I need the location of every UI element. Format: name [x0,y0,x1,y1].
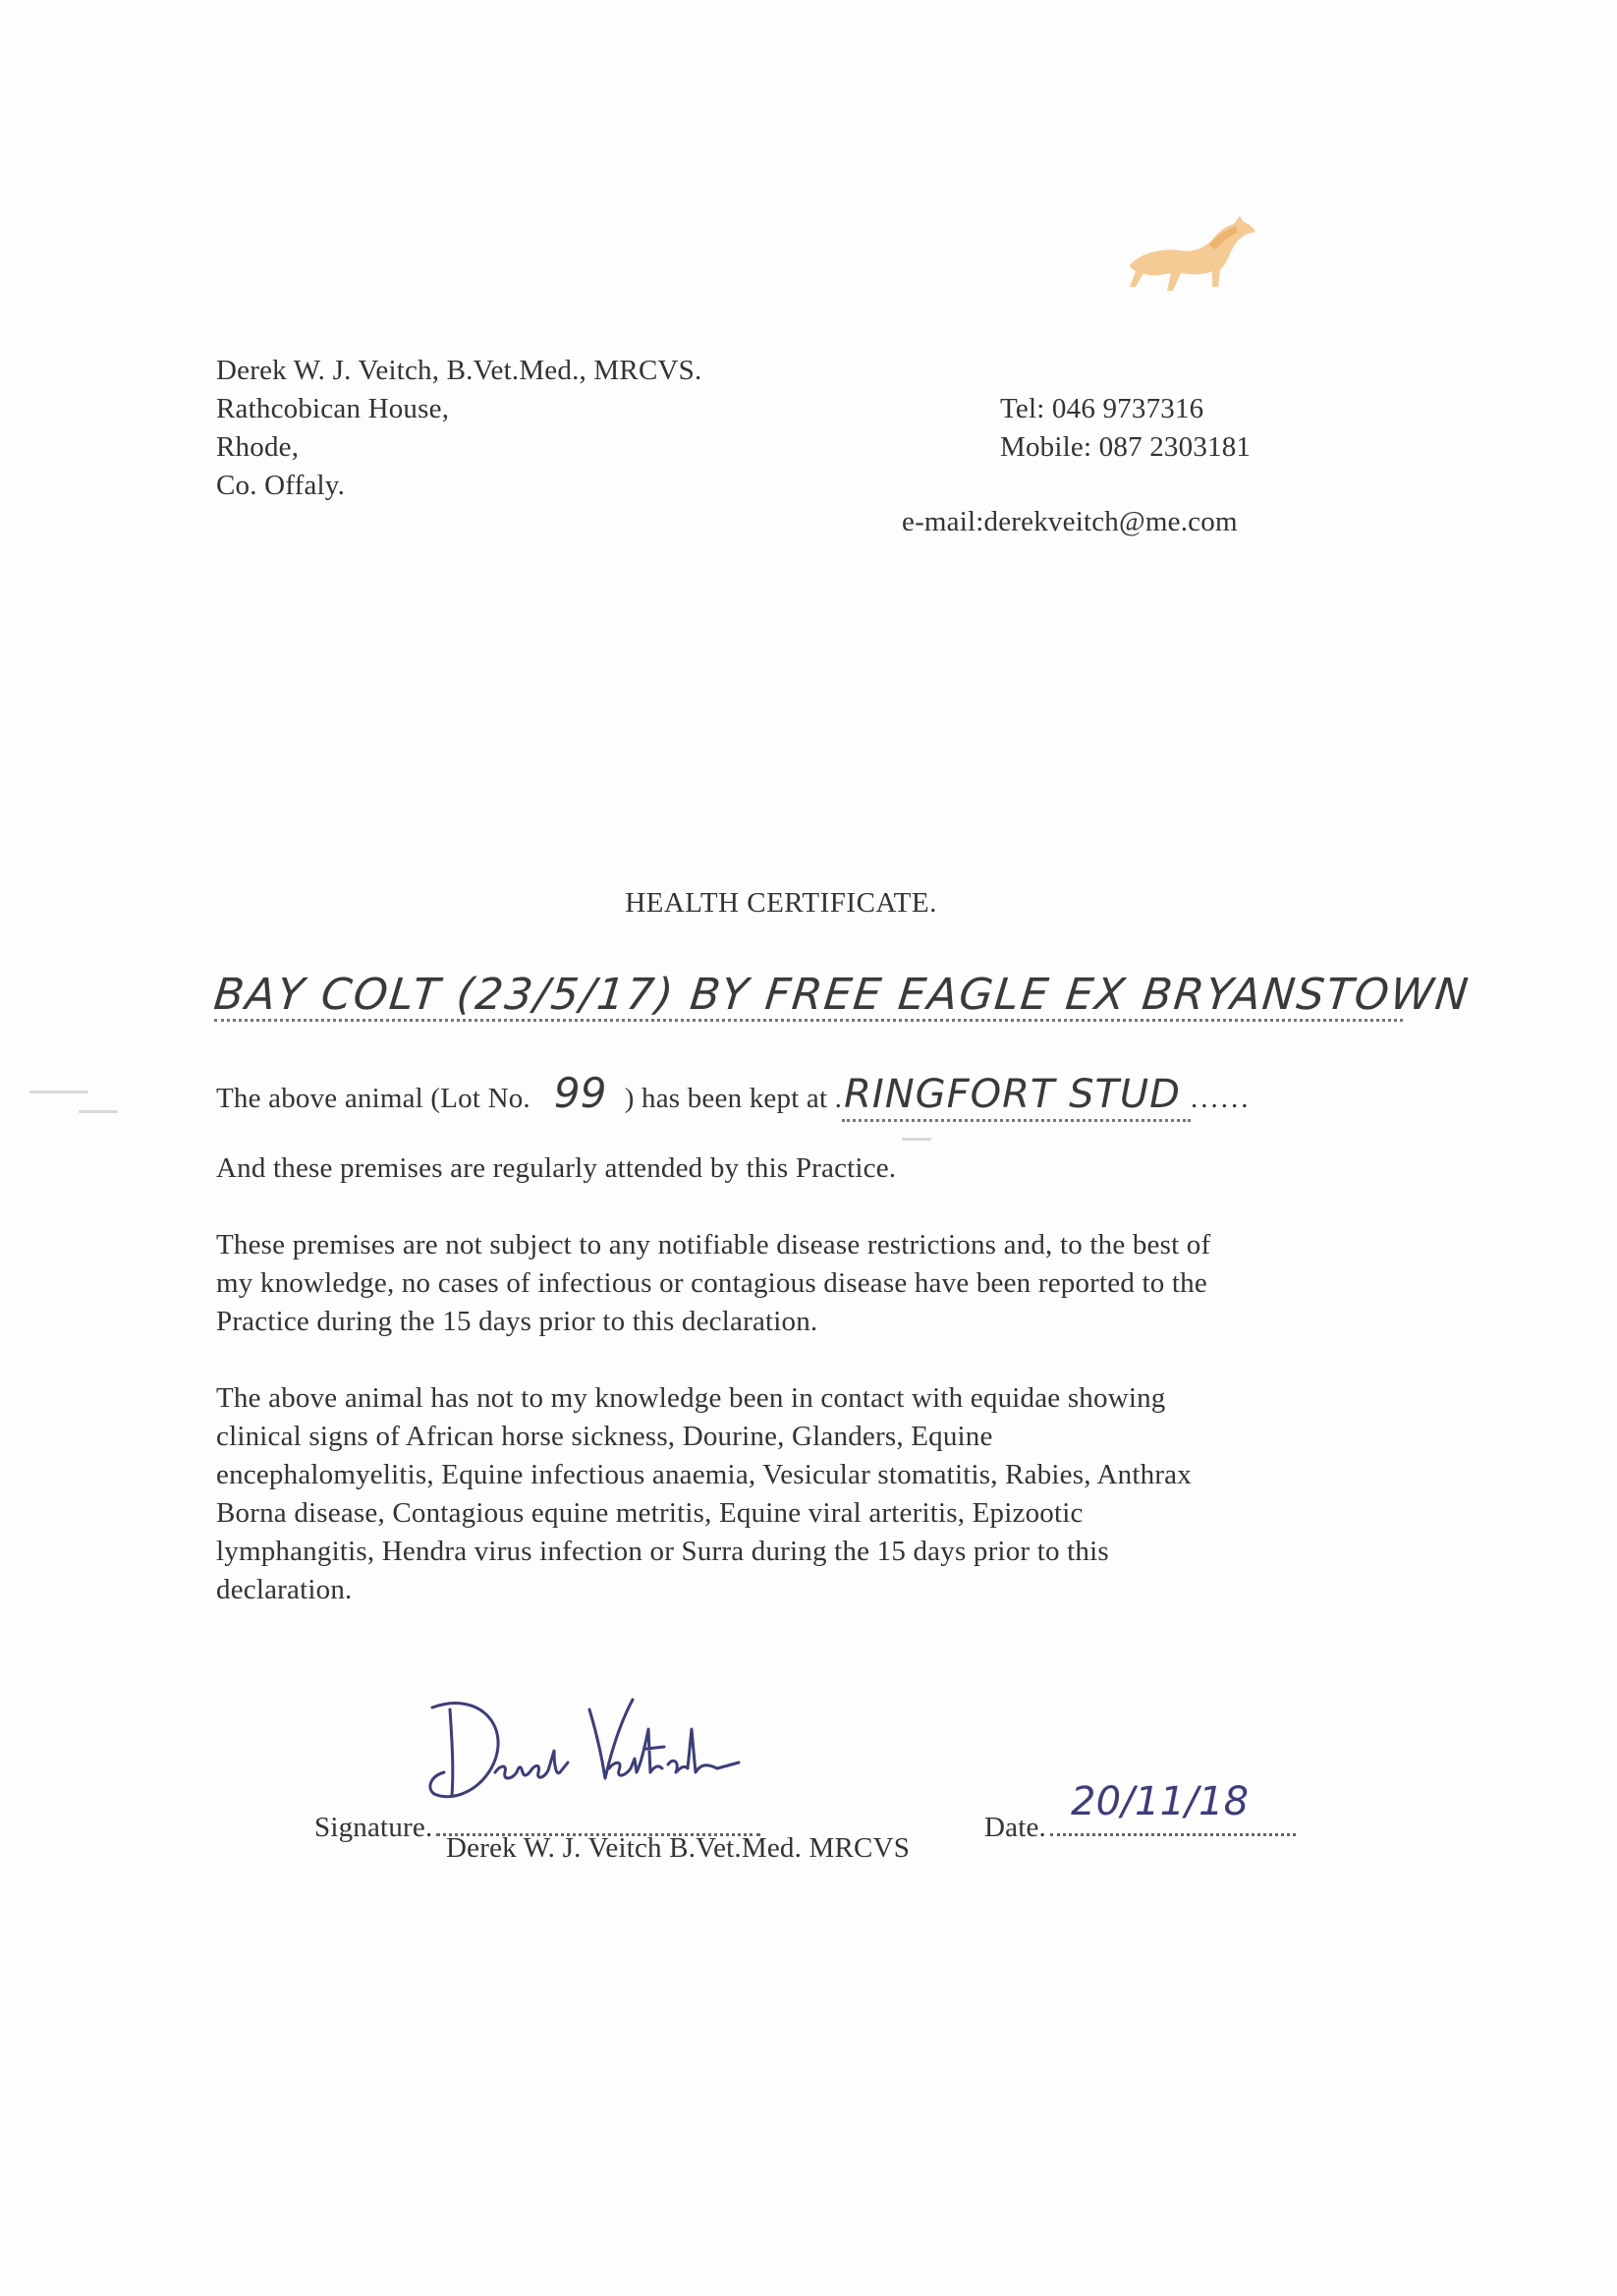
handwritten-signature [422,1670,747,1818]
mobile: Mobile: 087 2303181 [1000,431,1252,463]
signatory-name: Derek W. J. Veitch B.Vet.Med. MRCVS [446,1832,911,1864]
trailing-dots: ...... [1190,1083,1252,1114]
scan-smudge [902,1138,931,1141]
lot-line [216,1069,1395,1121]
paragraph-line: And these premises are regularly attended by this Practice. [216,1152,897,1184]
sender-address [216,352,904,505]
sender-line: Co. Offaly. [216,470,346,501]
scan-smudge [79,1110,118,1113]
horse-logo-icon [1110,196,1267,305]
date-dotted-rule [1050,1814,1296,1836]
date-label: Date. [984,1812,1046,1843]
animal-description-line [211,970,1473,1028]
sender-line: Rhode, [216,431,300,463]
paragraph-line: clinical signs of African horse sickness, Dourine, Glanders, Equine [216,1421,993,1452]
lot-suffix: ) has been kept at . [624,1083,843,1114]
sender-line: Rathcobican House, [216,393,450,424]
animal-description: BAY COLT (23/5/17) BY FREE EAGLE EX BRYANSTOWN [211,970,1473,1020]
date-field [984,1809,1296,1847]
paragraph-line: Practice during the 15 days prior to this declaration. [216,1306,818,1337]
lot-number: 99 [553,1069,607,1117]
paragraph-line: encephalomyelitis, Equine infectious anaemia, Vesicular stomatitis, Rabies, Anthrax [216,1459,1192,1490]
handwritten-date: 20/11/18 [1071,1779,1250,1824]
paragraph-line: Borna disease, Contagious equine metritis, Equine viral arteritis, Epizootic [216,1497,1084,1529]
premises-name: RINGFORT STUD [842,1072,1191,1122]
paragraph-line: These premises are not subject to any notifiable disease restrictions and, to the best of [216,1229,1211,1260]
paragraph-contact-declaration [216,1379,1366,1609]
contact-details [1000,390,1393,467]
paragraph-line: my knowledge, no cases of infectious or contagious disease have been reported to the [216,1267,1207,1299]
sender-line: Derek W. J. Veitch, B.Vet.Med., MRCVS. [216,355,702,386]
paragraph-line: The above animal has not to my knowledge been in contact with equidae showing [216,1382,1166,1414]
paragraph-attendance [216,1149,1366,1188]
certificate-title: HEALTH CERTIFICATE. [625,887,937,919]
scan-smudge [29,1091,88,1093]
telephone: Tel: 046 9737316 [1000,393,1204,424]
signature-label: Signature. [314,1812,433,1843]
lot-prefix: The above animal (Lot No. [216,1083,530,1114]
email: e-mail:derekveitch@me.com [902,506,1238,537]
paragraph-restrictions [216,1226,1366,1341]
paragraph-line: declaration. [216,1574,353,1605]
paragraph-line: lymphangitis, Hendra virus infection or Surra during the 15 days prior to this [216,1536,1109,1567]
